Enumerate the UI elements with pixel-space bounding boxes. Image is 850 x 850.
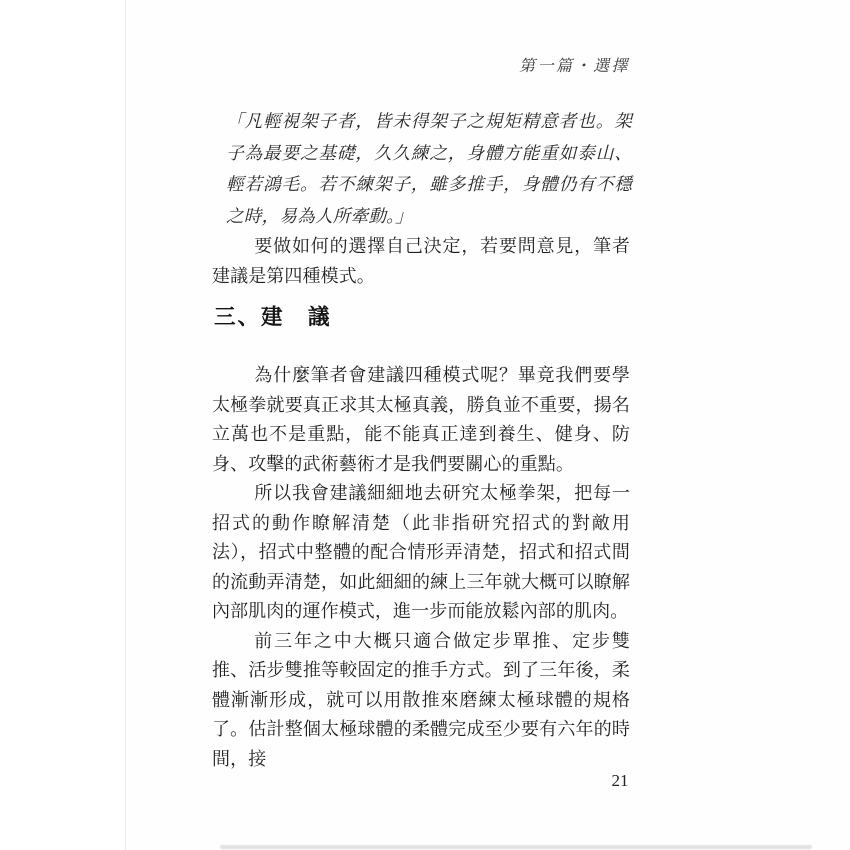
section-heading: 三、建 議: [214, 305, 332, 329]
running-header: 第一篇・選擇: [518, 58, 630, 75]
paragraph-three-years: 前三年之中大概只適合做定步單推、定步雙推、活步雙推等較固定的推手方式。到了三年後，柔體漸漸形成，就可以用散推來磨練太極球體的規格了。估計整個太極球體的柔體完成至少要有六年的時間，接: [212, 630, 630, 769]
paragraph-why-recommend: 為什麼筆者會建議四種模式呢？畢竟我們要學太極拳就要真正求其太極真義，勝負並不重要，揚名立萬也不是重點，能不能真正達到養生、健身、防身、攻擊的武術藝術才是我們要關心的重點。: [212, 365, 630, 474]
page-number: 21: [611, 771, 629, 790]
text-column: [212, 106, 630, 774]
quotation-block: 「凡輕視架子者，皆未得架子之規矩精意者也。架子為最要之基礎，久久練之，身體方能重如泰山、輕若鴻毛。若不練架子，雖多推手，身體仍有不穩之時，易為人所牽動。」: [226, 111, 632, 226]
page-edge-shadow: [220, 845, 812, 849]
paragraph-decision: 要做如何的選擇自己決定，若要問意見，筆者建議是第四種模式。: [212, 236, 630, 286]
scanner-margin: [0, 0, 125, 850]
page-edge-line: [125, 0, 126, 850]
paragraph-study-frame: 所以我會建議細細地去研究太極拳架，把每一招式的動作瞭解清楚（此非指研究招式的對敵用法），招式中整體的配合情形弄清楚，招式和招式間的流動弄清楚，如此細細的練上三年就大概可以瞭解內部肌肉的運作模式，進一步而能放鬆內部的肌肉。: [212, 483, 630, 621]
